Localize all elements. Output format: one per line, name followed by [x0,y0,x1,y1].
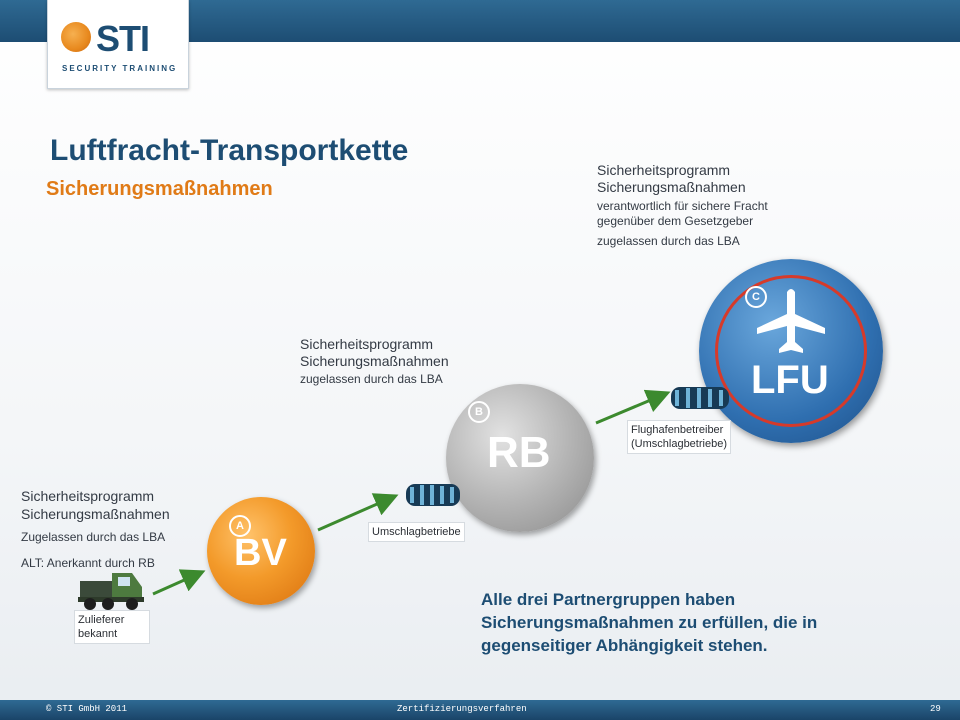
lfu-text-line5: zugelassen durch das LBA [597,234,740,248]
footer-copyright: © STI GmbH 2011 [46,704,128,714]
bv-text-line3: Zugelassen durch das LBA [21,530,166,544]
bv-text-line2: Sicherungsmaßnahmen [21,506,170,522]
supplier-tag [74,610,150,644]
page-title: Luftfracht-Transportkette [50,134,409,167]
lfu-badge: C [745,286,767,308]
lfu-text-line3: verantwortlich für sichere Fracht [597,199,768,213]
page-subtitle: Sicherungsmaßnahmen [46,178,273,200]
rb-badge: B [468,401,490,423]
lfu-label: LFU [751,358,829,402]
supplier-tag-line1: Zulieferer [78,614,125,626]
bv-text-line1: Sicherheitsprogramm [21,488,155,504]
handler-tag: Umschlagbetriebe [368,522,465,542]
footer-page-number: 29 [930,704,941,714]
rb-text-line3: zugelassen durch das LBA [300,372,443,386]
rb-label: RB [487,428,551,477]
logo-subtitle: SECURITY TRAINING [62,64,178,73]
conclusion-text: Alle drei Partnergruppen haben Sicherungsmaßnahmen zu erfüllen, die in gegenseitiger Abhängigkeit stehen. [481,590,818,655]
lfu-text-line2: Sicherungsmaßnahmen [597,179,746,195]
airport-tag-line1: Flughafenbetreiber [631,424,724,436]
footer-center: Zertifizierungsverfahren [397,704,527,714]
rb-text-line1: Sicherheitsprogramm [300,336,434,352]
airport-tag [627,420,731,454]
bv-label: BV [234,532,287,574]
rb-text-line2: Sicherungsmaßnahmen [300,353,449,369]
supplier-tag-line2: bekannt [78,628,118,640]
bv-badge: A [229,515,251,537]
lfu-text-line1: Sicherheitsprogramm [597,162,731,178]
logo-text: STI [96,18,150,59]
airport-tag-line2: (Umschlagbetriebe) [631,438,727,450]
footer-bar [0,700,960,720]
lfu-text-line4: gegenüber dem Gesetzgeber [597,214,754,228]
bv-text-line4: ALT: Anerkannt durch RB [21,556,155,570]
